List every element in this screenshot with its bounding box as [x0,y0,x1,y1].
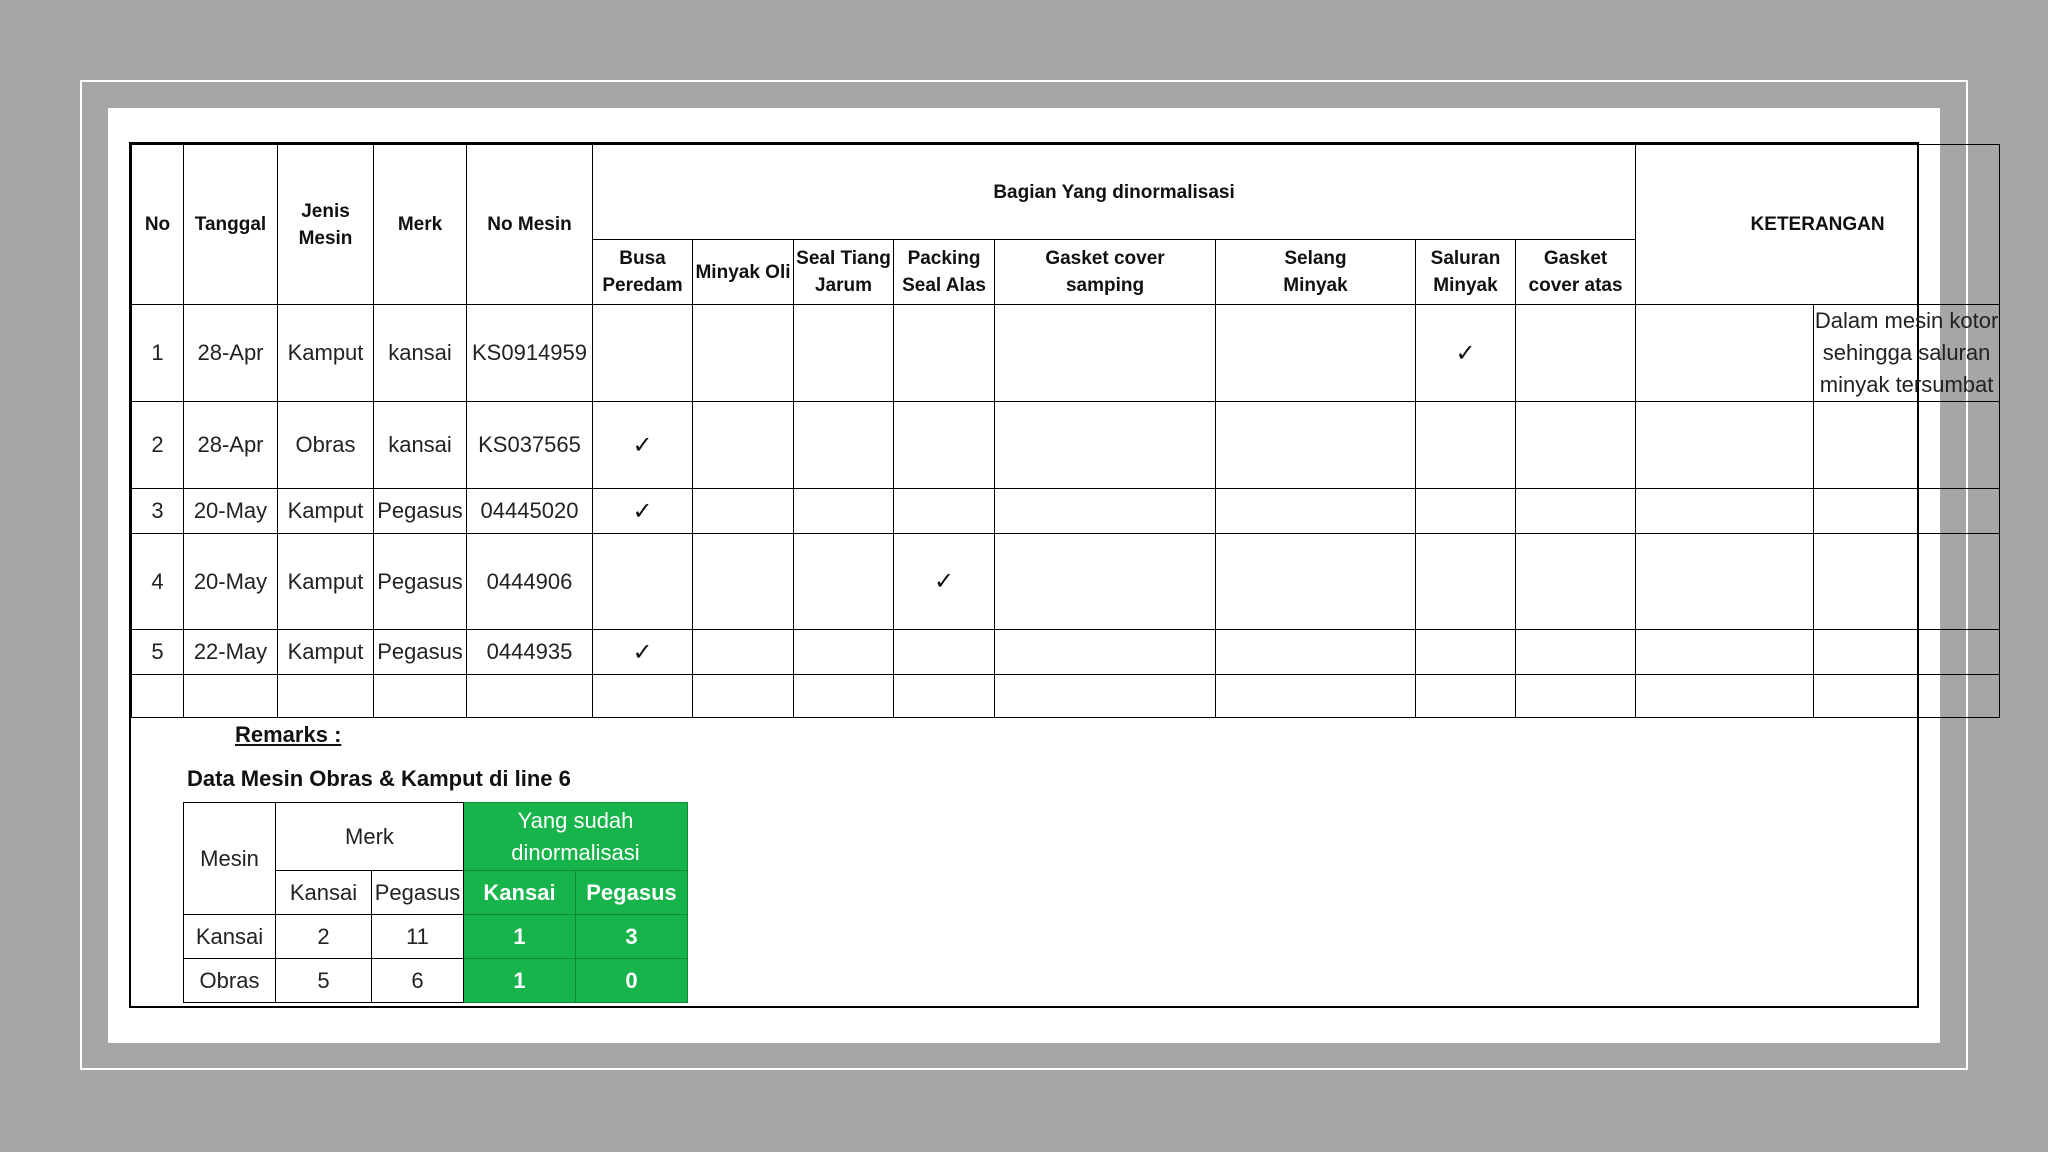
cell-check [1416,305,1516,402]
document-page [108,108,1999,1043]
cell-check [995,534,1216,630]
checkmark-icon: ✓ [933,568,955,595]
summary-cell-pegasus: 11 [372,915,464,959]
remarks-subtitle: Data Mesin Obras & Kamput di line 6 [187,766,571,791]
cell-empty [184,675,278,718]
header-part: Packing Seal Alas [894,240,995,305]
summary-cell-done-kansai: 1 [464,959,576,1003]
cell-jenis-mesin: Kamput [278,305,374,402]
cell-empty [374,675,467,718]
cell-check [894,489,995,534]
summary-mesin-header: Mesin [184,803,276,915]
cell-check [794,630,894,675]
cell-check [693,630,794,675]
cell-no: 4 [132,534,184,630]
summary-cell-kansai: 2 [276,915,372,959]
cell-check [1416,630,1516,675]
cell-empty [1814,675,2000,718]
summary-col-kansai: Kansai [276,871,372,915]
cell-keterangan [1814,630,2000,675]
cell-keterangan [1814,402,2000,489]
cell-check [1416,534,1516,630]
summary-row [184,959,688,1003]
cell-check [1636,534,1814,630]
header-no-mesin: No Mesin [467,145,593,305]
header-part: Seal Tiang Jarum [794,240,894,305]
cell-check [1516,305,1636,402]
cell-no-mesin: 0444906 [467,534,593,630]
cell-check [995,630,1216,675]
cell-check [593,534,693,630]
header-part: Minyak Oli [693,240,794,305]
checkmark-icon: ✓ [1455,339,1476,367]
cell-check [995,489,1216,534]
header-no: No [132,145,184,305]
cell-empty [1636,675,1814,718]
checkmark-icon: ✓ [632,497,653,525]
cell-empty [467,675,593,718]
cell-no: 3 [132,489,184,534]
cell-empty [593,675,693,718]
table-row-empty [132,675,2000,718]
table-row [132,402,2000,489]
summary-row [184,915,688,959]
cell-check [794,402,894,489]
summary-merk-header: Merk [276,803,464,871]
cell-check [593,402,693,489]
table-row [132,489,2000,534]
table-row [132,305,2000,402]
cell-check [1636,402,1814,489]
cell-no: 5 [132,630,184,675]
cell-empty [1516,675,1636,718]
cell-jenis-mesin: Obras [278,402,374,489]
cell-check [1516,534,1636,630]
cell-check [1216,630,1416,675]
summary-cell-mesin: Obras [184,959,276,1003]
cell-tanggal: 20-May [184,489,278,534]
cell-check [1216,534,1416,630]
cell-check [894,534,995,630]
cell-check [894,402,995,489]
cell-no-mesin: KS037565 [467,402,593,489]
cell-jenis-mesin: Kamput [278,630,374,675]
summary-done-kansai: Kansai [464,871,576,915]
normalization-sheet [129,142,1999,1008]
cell-check [593,630,693,675]
cell-merk: Pegasus [374,630,467,675]
cell-check [1636,489,1814,534]
cell-tanggal: 20-May [184,534,278,630]
cell-check [1216,402,1416,489]
remarks-title: Remarks : [235,722,342,747]
cell-no: 1 [132,305,184,402]
cell-check [995,305,1216,402]
cell-check [794,534,894,630]
summary-cell-done-kansai: 1 [464,915,576,959]
cell-check [1516,489,1636,534]
cell-no-mesin: 04445020 [467,489,593,534]
header-tanggal: Tanggal [184,145,278,305]
cell-merk: kansai [374,305,467,402]
cell-empty [794,675,894,718]
cell-check [693,305,794,402]
cell-empty [995,675,1216,718]
header-part: Saluran Minyak [1416,240,1516,305]
cell-check [693,534,794,630]
cell-jenis-mesin: Kamput [278,489,374,534]
cell-tanggal: 28-Apr [184,305,278,402]
cell-empty [894,675,995,718]
header-part: Busa Peredam [593,240,693,305]
summary-done-header: Yang sudah dinormalisasi [464,803,688,871]
cell-check [593,305,693,402]
cell-check [1636,630,1814,675]
cell-check [1516,630,1636,675]
cell-no-mesin: KS0914959 [467,305,593,402]
header-part: Gasket cover samping [995,240,1216,305]
summary-table [183,802,688,1003]
cell-empty [1216,675,1416,718]
checkmark-icon: ✓ [632,431,653,459]
cell-check [894,305,995,402]
header-bagian-group: Bagian Yang dinormalisasi [593,145,1636,240]
table-row [132,630,2000,675]
cell-keterangan [1814,489,2000,534]
cell-check [794,305,894,402]
cell-no: 2 [132,402,184,489]
checkmark-icon: ✓ [632,638,653,666]
header-part: Gasket cover atas [1516,240,1636,305]
cell-merk: Pegasus [374,489,467,534]
summary-cell-mesin: Kansai [184,915,276,959]
summary-col-pegasus: Pegasus [372,871,464,915]
table-body [132,305,2000,718]
cell-check [1516,402,1636,489]
cell-check [593,489,693,534]
cell-check [1636,305,1814,402]
cell-empty [278,675,374,718]
header-merk: Merk [374,145,467,305]
header-row-group [132,145,2000,240]
normalization-table [131,144,2000,718]
cell-check [693,402,794,489]
summary-cell-kansai: 5 [276,959,372,1003]
header-jenis-mesin: Jenis Mesin [278,145,374,305]
cell-merk: Pegasus [374,534,467,630]
cell-check [1216,305,1416,402]
cell-keterangan: Dalam mesin kotor sehingga saluran minyak tersumbat [1814,305,2000,402]
cell-keterangan [1814,534,2000,630]
cell-jenis-mesin: Kamput [278,534,374,630]
header-keterangan: KETERANGAN [1636,145,2000,305]
cell-empty [693,675,794,718]
table-row [132,534,2000,630]
summary-cell-pegasus: 6 [372,959,464,1003]
cell-check [794,489,894,534]
cell-check [1216,489,1416,534]
cell-check [1416,402,1516,489]
header-part: Selang Minyak [1216,240,1416,305]
cell-empty [132,675,184,718]
cell-tanggal: 28-Apr [184,402,278,489]
cell-no-mesin: 0444935 [467,630,593,675]
cell-check [693,489,794,534]
cell-check [894,630,995,675]
summary-done-pegasus: Pegasus [576,871,688,915]
cell-tanggal: 22-May [184,630,278,675]
cell-empty [1416,675,1516,718]
cell-check [1416,489,1516,534]
summary-cell-done-pegasus: 3 [576,915,688,959]
cell-merk: kansai [374,402,467,489]
summary-cell-done-pegasus: 0 [576,959,688,1003]
cell-check [995,402,1216,489]
